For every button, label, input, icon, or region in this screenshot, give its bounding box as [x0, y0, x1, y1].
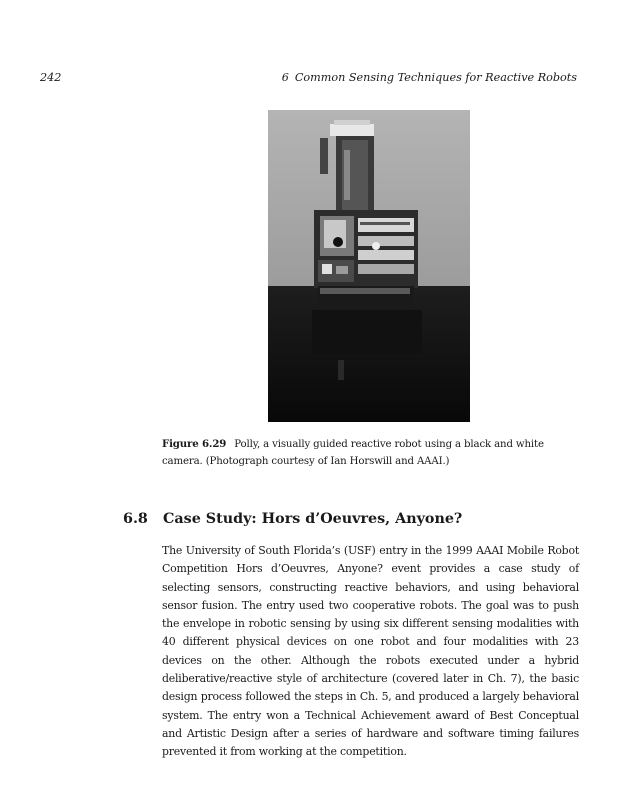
figure-caption-text: Polly, a visually guided reactive robot using a black and white camera. (Photograph courtesy of Ian Horswill and AAAI.): [162, 439, 544, 467]
running-head: [40, 71, 577, 87]
body-paragraph: The University of South Florida’s (USF) entry in the 1999 AAAI Mobile Robot Competition Hors d’Oeuvres, Anyone? event provides a case study of selecting sensors, constructing reactive behaviors, and using behavioral sensor fusion. The entry used two cooperative robots. The goal was to push the envelope in robotic sensing by using six different sensing modalities with 40 different physical devices on one robot and four modalities with 23 devices on the other. Although the robots executed under a hybrid deliberative/reactive style of architecture (covered later in Ch. 7), the basic design process followed the steps in Ch. 5, and produced a largely behavioral system. The entry won a Technical Achievement award of Best Conceptual and Artistic Design after a series of hardware and software timing failures prevented it from working at the competition.: [162, 544, 579, 759]
chapter-running-title: [282, 71, 577, 84]
page-number: 242: [40, 71, 62, 84]
section-heading: [123, 511, 462, 527]
figure-caption: [162, 436, 582, 470]
robot-photograph: [268, 110, 470, 422]
chapter-title: Common Sensing Techniques for Reactive Robots: [294, 71, 577, 84]
figure-label: Figure 6.29: [162, 438, 227, 450]
section-title: Case Study: Hors d’Oeuvres, Anyone?: [163, 511, 463, 527]
chapter-number: 6: [281, 71, 289, 84]
section-number: 6.8: [123, 511, 148, 527]
